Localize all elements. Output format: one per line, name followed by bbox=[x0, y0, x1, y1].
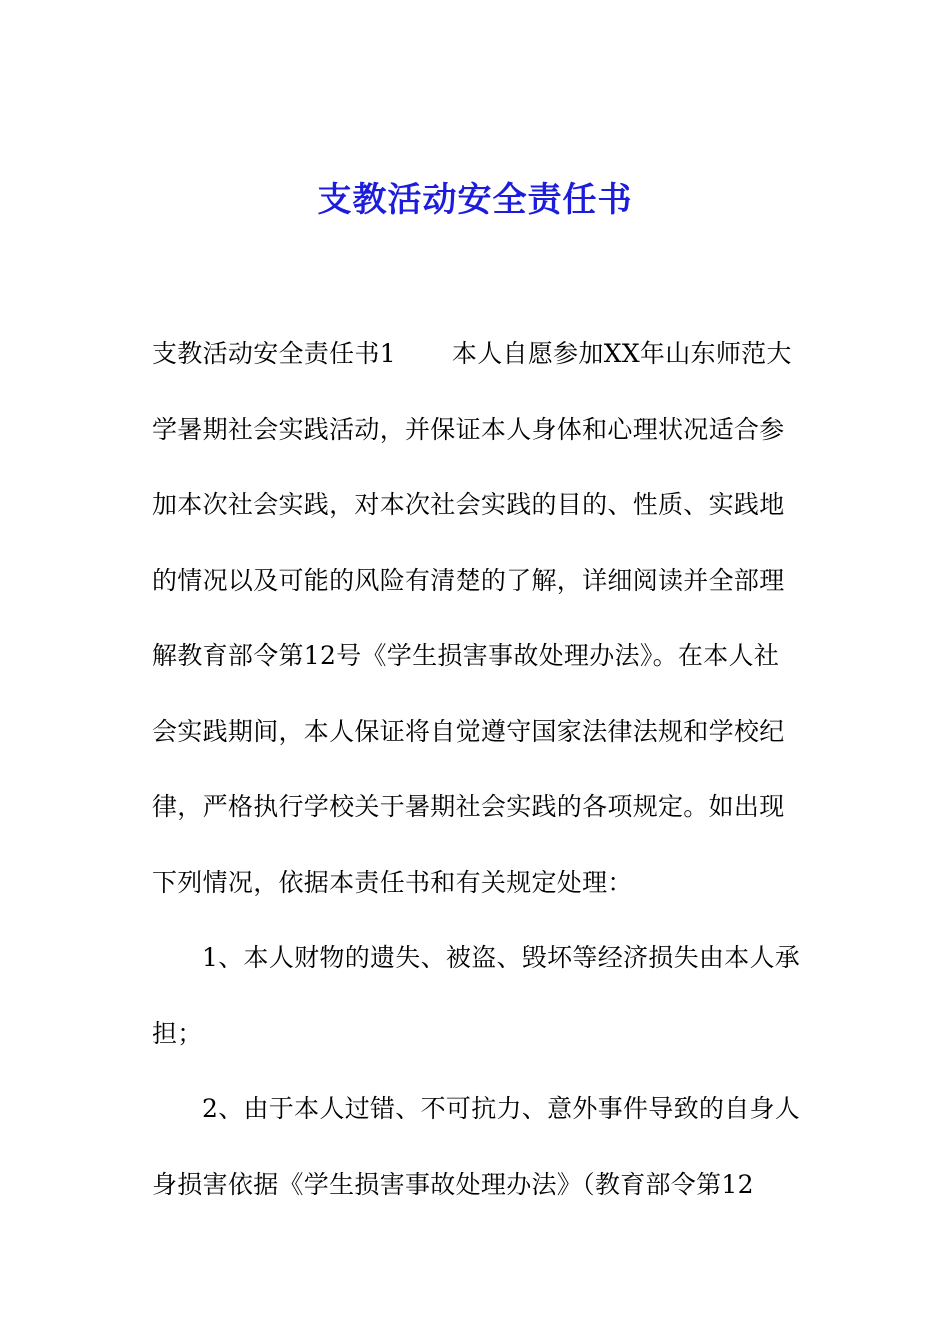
list-item-2-line-2: 身损害依据《学生损害事故处理办法》（教育部令第12 bbox=[152, 1169, 754, 1199]
list-item-1-line-2: 担； bbox=[152, 1018, 203, 1048]
body-line-2: 学暑期社会实践活动，并保证本人身体和心理状况适合参 bbox=[152, 414, 785, 444]
section-heading: 支教活动安全责任书1 bbox=[152, 339, 396, 368]
body-line-1 bbox=[152, 330, 812, 406]
body-line-3: 加本次社会实践，对本次社会实践的目的、性质、实践地 bbox=[152, 490, 785, 519]
body-line-7: 律，严格执行学校关于暑期社会实践的各项规定。如出现 bbox=[152, 792, 785, 821]
body-line-4: 的情况以及可能的风险有清楚的了解，详细阅读并全部理 bbox=[152, 565, 785, 595]
body-line-6: 会实践期间，本人保证将自觉遵守国家法律法规和学校纪 bbox=[152, 716, 785, 746]
body-line-5: 解教育部令第12号《学生损害事故处理办法》。在本人社 bbox=[152, 641, 780, 670]
document-body bbox=[152, 330, 812, 1236]
list-item-1-line-1: 1、本人财物的遗失、被盗、毁坏等经济损失由本人承 bbox=[202, 943, 801, 972]
paragraph-start: 本人自愿参加XX年山东师范大 bbox=[451, 339, 792, 368]
body-line-8: 下列情况，依据本责任书和有关规定处理： bbox=[152, 867, 633, 897]
list-item-2-line-1: 2、由于本人过错、不可抗力、意外事件导致的自身人 bbox=[202, 1094, 801, 1123]
document-title: 支教活动安全责任书 bbox=[317, 180, 633, 220]
